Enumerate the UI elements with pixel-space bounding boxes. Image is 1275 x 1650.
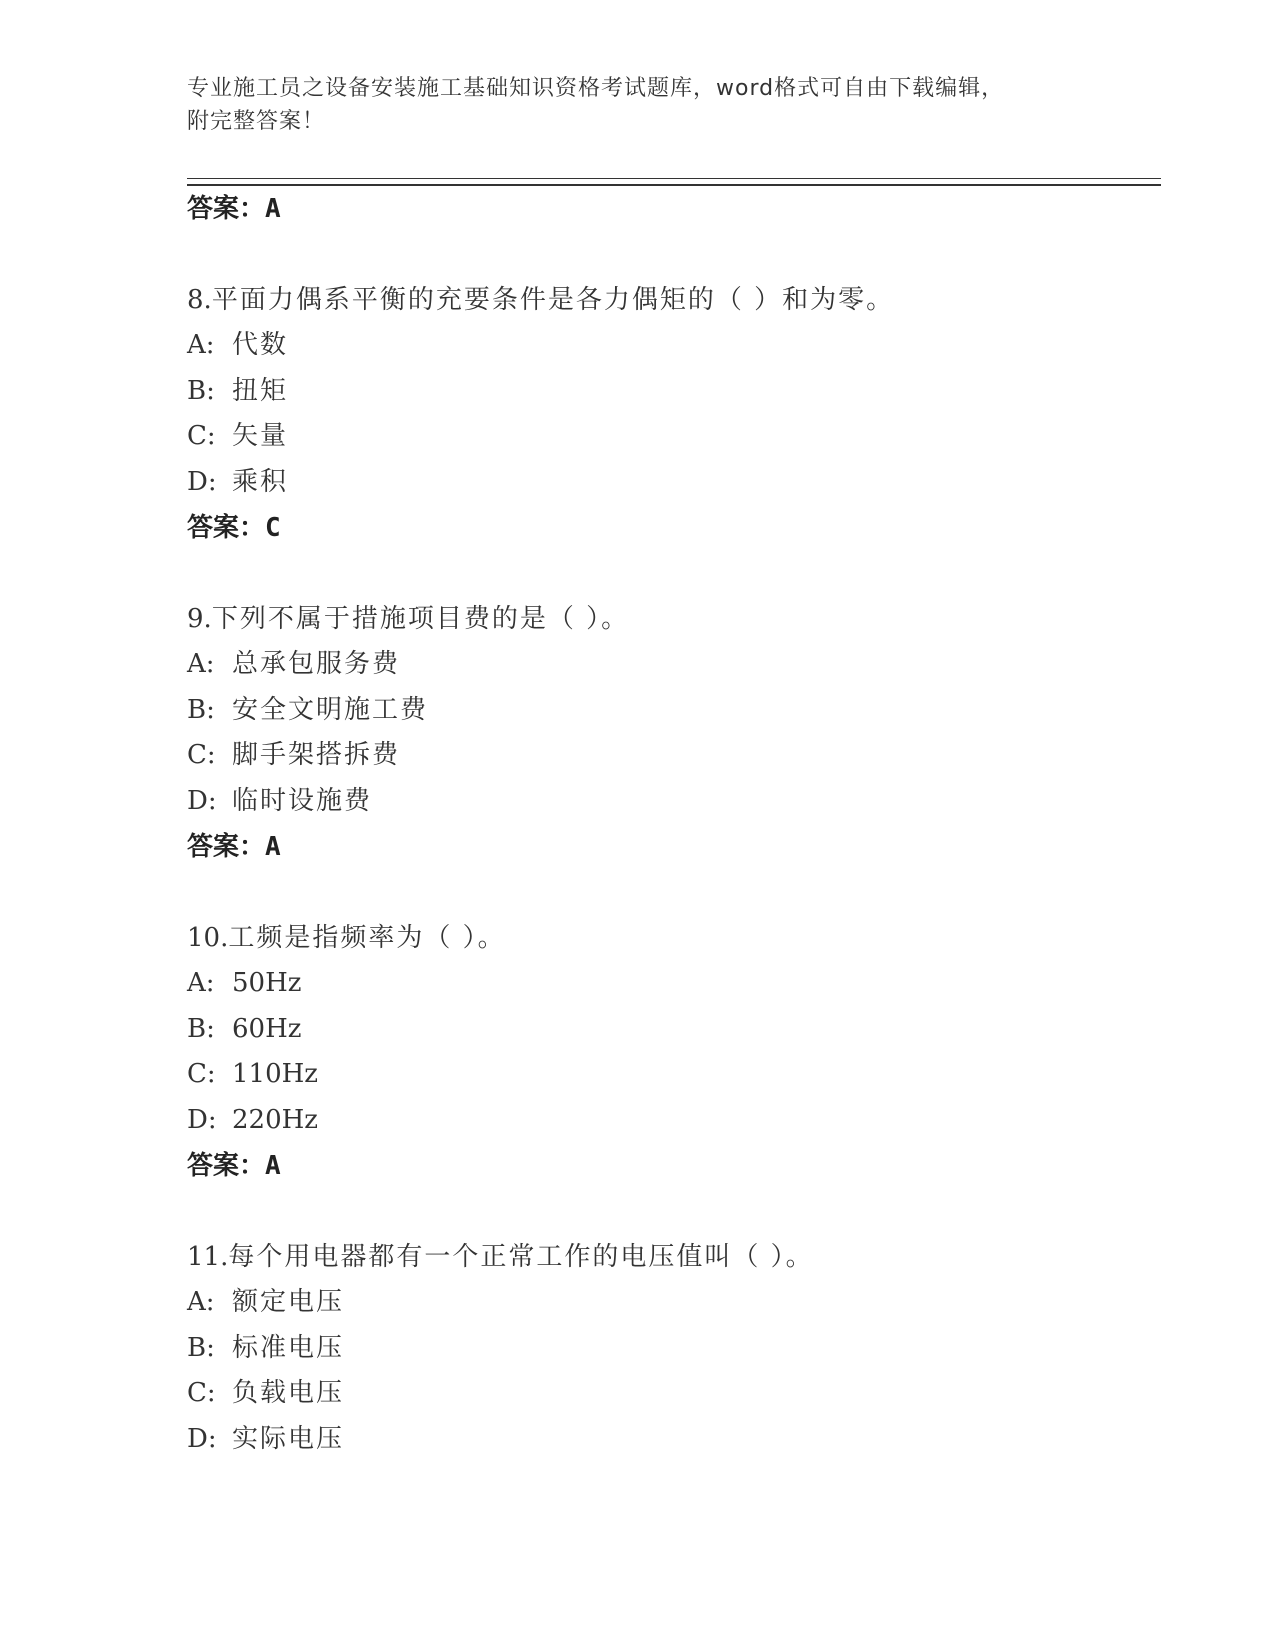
answer-value: C	[265, 513, 281, 543]
header-divider	[187, 178, 1161, 186]
option-d	[187, 1098, 1161, 1144]
option-a	[187, 642, 1161, 688]
question-text: 平面力偶系平衡的充要条件是各力偶矩的（ ）和为零。	[211, 285, 895, 315]
option-text: 代数	[232, 330, 289, 360]
option-key: C:	[187, 1059, 216, 1089]
option-a	[187, 323, 1161, 369]
option-key: B:	[187, 375, 215, 406]
option-key: C:	[187, 1378, 216, 1408]
option-text: 220Hz	[232, 1104, 318, 1135]
question-10	[187, 915, 1161, 1189]
option-key: A:	[187, 968, 215, 998]
option-text: 总承包服务费	[232, 649, 401, 679]
question-number: 10.	[187, 923, 229, 953]
answer-line	[187, 824, 1161, 870]
question-number: 11.	[187, 1242, 229, 1272]
option-d	[187, 1417, 1161, 1463]
answer-line	[187, 505, 1161, 551]
option-text: 标准电压	[232, 1332, 345, 1363]
question-stem	[187, 915, 1161, 961]
option-key: B:	[187, 1013, 215, 1044]
answer-line	[187, 1143, 1161, 1189]
question-11	[187, 1234, 1161, 1462]
option-b	[187, 1007, 1161, 1053]
question-stem	[187, 596, 1161, 642]
option-key: D:	[187, 785, 217, 816]
header-line-2: 附完整答案！	[187, 109, 326, 134]
answer-line	[187, 186, 1161, 232]
option-key: C:	[187, 740, 216, 770]
option-a	[187, 1280, 1161, 1326]
answer-value: A	[265, 1151, 281, 1181]
option-text: 临时设施费	[232, 785, 373, 816]
question-list	[187, 186, 1161, 1462]
option-text: 负载电压	[232, 1378, 345, 1408]
option-text: 安全文明施工费	[232, 694, 429, 725]
question-text: 下列不属于措施项目费的是（ ）。	[211, 604, 630, 634]
question-stem	[187, 277, 1161, 323]
option-b	[187, 1326, 1161, 1372]
option-key: D:	[187, 466, 217, 497]
option-text: 50Hz	[232, 968, 302, 998]
option-key: D:	[187, 1104, 217, 1135]
option-d	[187, 460, 1161, 506]
answer-value: A	[265, 832, 281, 862]
option-key: D:	[187, 1423, 217, 1454]
question-8	[187, 277, 1161, 551]
question-stem	[187, 1234, 1161, 1280]
option-b	[187, 688, 1161, 734]
question-number: 9.	[187, 604, 212, 634]
option-key: C:	[187, 421, 216, 451]
question-text: 工频是指频率为（ ）。	[228, 923, 506, 953]
option-c	[187, 1371, 1161, 1417]
option-key: A:	[187, 1287, 215, 1317]
question-9	[187, 596, 1161, 870]
option-text: 乘积	[232, 466, 289, 497]
option-a	[187, 961, 1161, 1007]
option-text: 扭矩	[232, 375, 289, 406]
option-key: B:	[187, 694, 215, 725]
option-text: 脚手架搭拆费	[232, 740, 401, 770]
header-line-1: 专业施工员之设备安装施工基础知识资格考试题库，word格式可自由下载编辑，	[187, 76, 1005, 101]
option-text: 60Hz	[232, 1013, 302, 1044]
answer-label: 答案：	[187, 513, 266, 543]
option-c	[187, 414, 1161, 460]
option-key: A:	[187, 330, 215, 360]
option-text: 110Hz	[232, 1059, 318, 1089]
answer-label: 答案：	[187, 1151, 266, 1181]
option-text: 矢量	[232, 421, 289, 451]
option-key: A:	[187, 649, 215, 679]
option-text: 实际电压	[232, 1423, 345, 1454]
option-b	[187, 369, 1161, 415]
document-header	[187, 72, 1087, 138]
question-number: 8.	[187, 285, 212, 315]
option-d	[187, 779, 1161, 825]
question-text: 每个用电器都有一个正常工作的电压值叫（ ）。	[228, 1242, 814, 1272]
option-c	[187, 733, 1161, 779]
option-text: 额定电压	[232, 1287, 345, 1317]
option-c	[187, 1052, 1161, 1098]
option-key: B:	[187, 1332, 215, 1363]
answer-label: 答案：	[187, 194, 266, 224]
answer-value: A	[265, 194, 281, 224]
answer-label: 答案：	[187, 832, 266, 862]
